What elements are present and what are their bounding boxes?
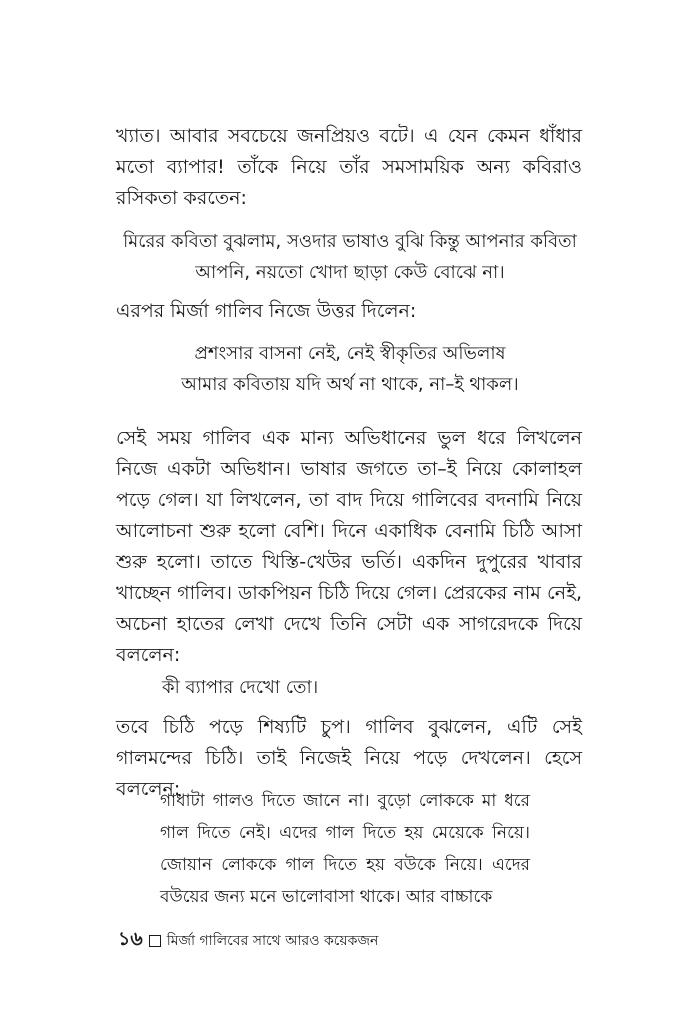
quote-what-is-it: কী ব্যাপার দেখো তো। — [162, 677, 319, 698]
verse-line: মিরের কবিতা বুঝলাম, সওদার ভাষাও বুঝি কিন্তু আপনার কবিতা — [123, 231, 577, 252]
verse-line: প্রশংসার বাসনা নেই, নেই স্বীকৃতির অভিলাষ — [194, 343, 506, 364]
paragraph-ghalib-reply-intro: এরপর মির্জা গালিব নিজে উত্তর দিলেন: — [116, 300, 417, 322]
verse-block-second — [100, 338, 600, 400]
verse-block-first — [100, 226, 600, 288]
square-bullet-icon — [149, 935, 161, 947]
paragraph-letter-reading: তবে চিঠি পড়ে শিষ্যটি চুপ। গালিব বুঝলেন, এটি সেই গালমন্দের চিঠি। তাই নিজেই নিয়ে পড়ে দেখলেন। হেসে বললেন: — [116, 716, 582, 800]
book-title: মির্জা গালিবের সাথে আরও কয়েকজন — [166, 933, 379, 949]
page-number: ১৬ — [118, 928, 143, 950]
page-footer — [118, 929, 378, 953]
paragraph-intro: খ্যাত। আবার সবচেয়ে জনপ্রিয়ও বটে। এ যেন কেমন ধাঁধার মতো ব্যাপার! তাঁকে নিয়ে তাঁর সমসাময়িক অন্য কবিরাও রসিকতা করতেন: — [116, 125, 582, 209]
quote-ghalib-laughing: গাধাটা গালও দিতে জানে না। বুড়ো লোককে মা ধরে গাল দিতে নেই। এদের গাল দিতে হয় মেয়েকে নিয়ে। জোয়ান লোককে গাল দিতে হয় বউকে নিয়ে। এদের বউয়ের জন্য মনে ভালোবাসা থাকে। আর বাচ্চাকে — [160, 791, 530, 907]
verse-line: আমার কবিতায় যদি অর্থ না থাকে, না–ই থাকল। — [181, 374, 519, 395]
verse-line: আপনি, নয়তো খোদা ছাড়া কেউ বোঝে না। — [195, 262, 505, 283]
paragraph-dictionary-story: সেই সময় গালিব এক মান্য অভিধানের ভুল ধরে লিখলেন নিজে একটা অভিধান। ভাষার জগতে তা–ই নিয়ে কোলাহল পড়ে গেল। যা লিখলেন, তা বাদ দিয়ে গালিবের বদনামি নিয়ে আলোচনা শুরু হলো বেশি। দিনে একাধিক বেনামি চিঠি আসা শুরু হলো। তাতে খিস্তি-খেউর ভর্তি। একদিন দুপুরের খাবার খাচ্ছেন গালিব। ডাকপিয়ন চিঠি দিয়ে গেল। প্রেরকের নাম নেই, অচেনা হাতের লেখা দেখে তিনি সেটা এক সাগরেদকে দিয়ে বললেন: — [116, 427, 582, 666]
